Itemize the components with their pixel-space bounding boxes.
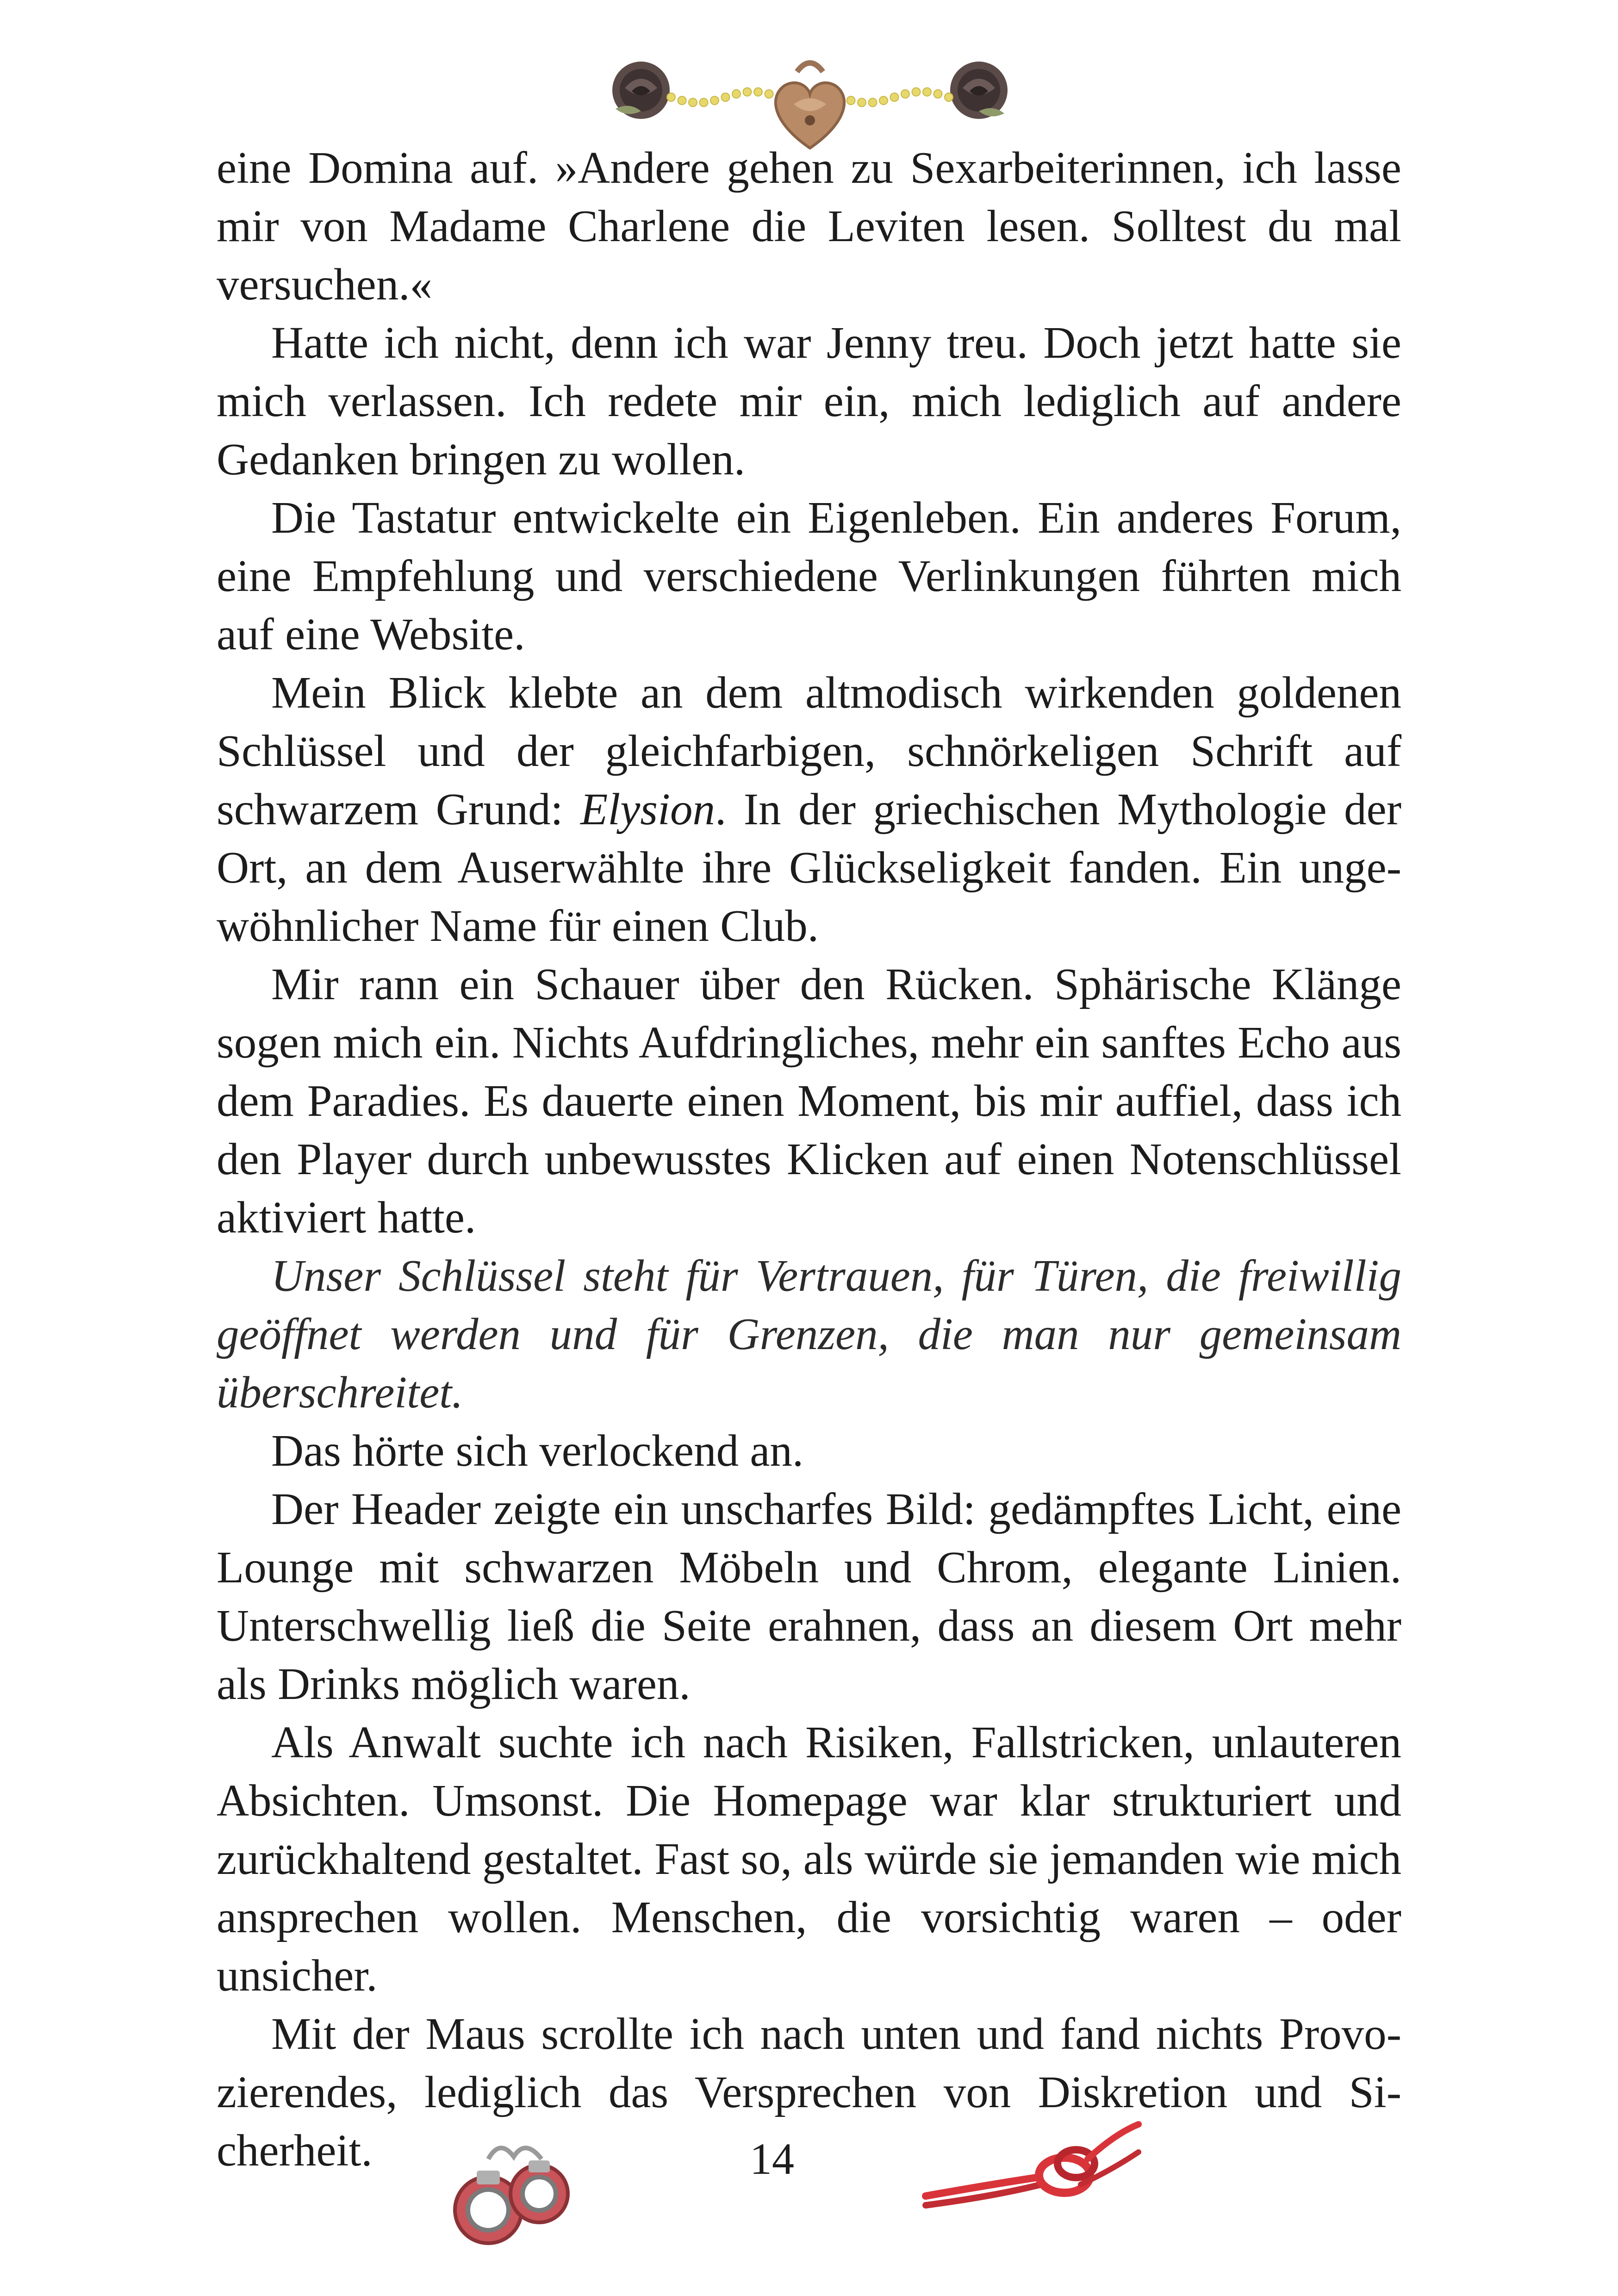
paragraph: [217, 2005, 1401, 2180]
paragraph: [217, 1422, 1401, 1480]
paragraph-text: eine Domina auf. »Andere gehen zu Sexarbeiterinnen, ich lasse mir von Madame Charlene die Leviten lesen. Solltest du mal versuchen.«: [217, 143, 1401, 309]
paragraph-text: Unser Schlüssel steht für Vertrauen, für Türen, die freiwillig geöffnet werden und für Grenzen, die man nur gemeinsam überschreitet.: [217, 1251, 1401, 1417]
paragraph-text: Der Header zeigte ein unscharfes Bild: gedämpftes Licht, eine Lounge mit schwarzen Möbeln und Chrom, elegante Linien. Unterschwellig ließ die Seite erahnen, dass an diesem Ort mehr als Drinks möglich waren.: [217, 1484, 1401, 1709]
paragraph-text: Das hörte sich verlockend an.: [271, 1426, 804, 1475]
pearl-icon: [732, 90, 741, 98]
quote-paragraph: [217, 1247, 1401, 1422]
pearl-icon: [710, 96, 719, 105]
pearl-icon: [689, 98, 697, 106]
pearl-icon: [700, 98, 708, 106]
pearl-icon: [847, 96, 855, 105]
paragraph: [217, 314, 1401, 489]
handcuffs-icon: [444, 2124, 579, 2259]
paragraph-text: . In der griechischen Mythologie der Ort, an dem Auserwählte ihre Glückseligkeit fanden. Ein ungewöhnlicher Name für einen Club.: [217, 784, 1401, 951]
red-rope-knot-icon: [921, 2115, 1148, 2221]
pearl-icon: [934, 90, 942, 98]
pearl-icon: [945, 93, 953, 101]
pearl-icon: [912, 88, 921, 96]
body-text: [217, 139, 1401, 2180]
pearl-icon: [722, 93, 730, 101]
page-number: 14: [750, 2134, 794, 2184]
pearl-icon: [869, 98, 877, 106]
paragraph-text: Mit der Maus scrollte ich nach unten und fand nichts Provozierendes, lediglich das Versprechen von Diskretion und Sicherheit.: [217, 2009, 1401, 2175]
paragraph: [217, 664, 1401, 955]
paragraph-text: Die Tastatur entwickelte ein Eigenleben. Ein anderes Forum, eine Empfehlung und verschiedene Verlinkungen führten mich auf eine Website.: [217, 493, 1401, 659]
paragraph: [217, 139, 1401, 314]
paragraph-text: Mein Blick klebte an dem altmodisch wirkenden goldenen Schlüssel und der gleichfarbigen, schnörkeligen Schrift auf schwarzem Grund:: [217, 668, 1401, 834]
paragraph-text: Mir rann ein Schauer über den Rücken. Sphärische Klänge sogen mich ein. Nichts Aufdringliches, mehr ein sanftes Echo aus dem Paradies. Es dauerte einen Moment, bis mir auffiel, dass ich den Player durch unbewusstes Klicken auf einen Notenschlüssel aktiviert hatte.: [217, 959, 1401, 1242]
pearl-icon: [923, 88, 931, 96]
rose-pearl-heart-lock-icon: [597, 53, 1023, 153]
pearl-icon: [743, 88, 752, 96]
pearl-icon: [901, 90, 909, 98]
rose-right-icon: [950, 62, 1008, 119]
pearl-icon: [765, 90, 773, 98]
pearl-icon: [754, 88, 762, 96]
pearl-icon: [890, 93, 899, 101]
heart-lock-icon: [776, 63, 844, 148]
pearl-icon: [858, 98, 866, 106]
italic-text: Elysion: [580, 784, 715, 834]
paragraph: [217, 955, 1401, 1247]
paragraph: [217, 1480, 1401, 1713]
pearl-icon: [667, 93, 675, 101]
rose-left-icon: [612, 62, 670, 119]
pearl-icon: [678, 96, 686, 105]
pearl-icon: [879, 96, 888, 105]
paragraph: [217, 489, 1401, 664]
paragraph-text: Als Anwalt suchte ich nach Risiken, Fallstricken, unlauteren Absichten. Umsonst. Die Homepage war klar strukturiert und zurückhaltend gestaltet. Fast so, als würde sie jemanden wie mich ansprechen wollen. Menschen, die vorsichtig waren – oder unsicher.: [217, 1717, 1401, 2000]
paragraph: [217, 1713, 1401, 2005]
paragraph-text: Hatte ich nicht, denn ich war Jenny treu. Doch jetzt hatte sie mich verlassen. Ich redete mir ein, mich lediglich auf andere Gedanken bringen zu wollen.: [217, 318, 1401, 484]
